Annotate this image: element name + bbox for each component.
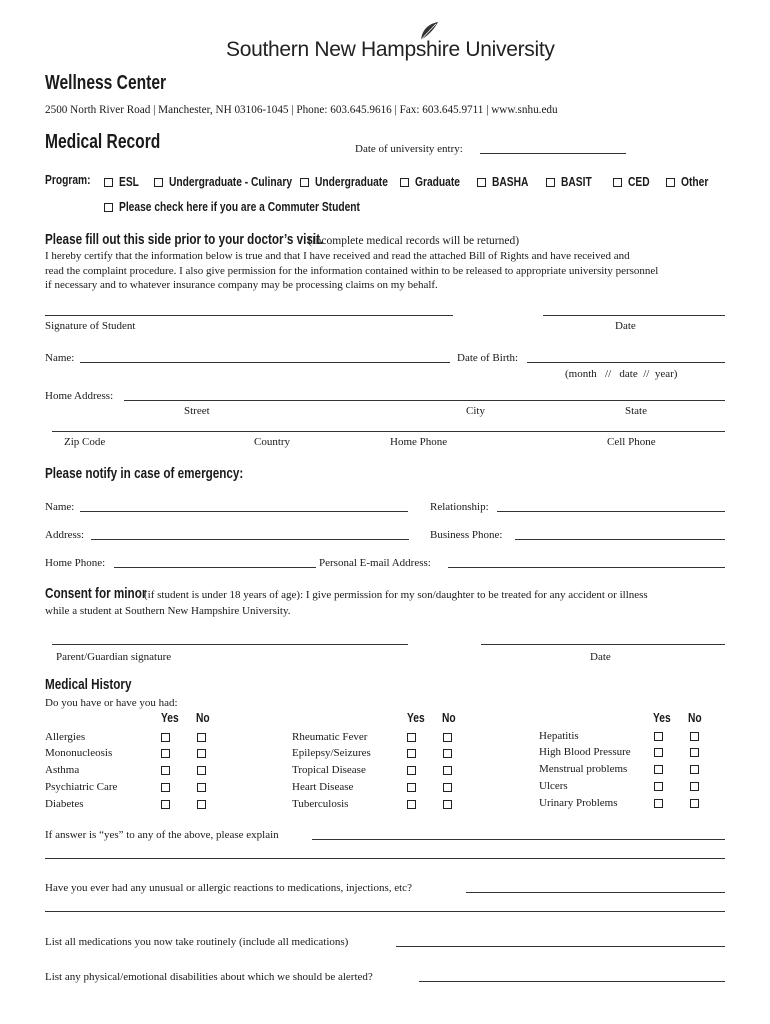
history-no-checkbox[interactable] <box>690 748 699 757</box>
certification-text: I hereby certify that the information below is true and that I have received and read the attached Bill of Rights and have received and read the complaint procedure. I also give permission for the information contained within to be released to appropriate university personnel if necessary and to whatever insurance company may be processing claims on my behalf. <box>45 250 659 291</box>
student-signature-field[interactable] <box>45 315 453 316</box>
no-header-2: No <box>442 711 456 725</box>
emergency-name-field[interactable] <box>80 511 408 512</box>
checkbox[interactable] <box>666 178 675 187</box>
history-yes-checkbox[interactable] <box>161 766 170 775</box>
history-no-checkbox[interactable] <box>197 800 206 809</box>
consent-text: (if student is under 18 years of age): I give permission for my son/daughter to be treated for any accident or illness <box>144 589 648 601</box>
condition-tuberculosis: Tuberculosis <box>292 798 349 810</box>
no-header-3: No <box>688 711 702 725</box>
history-no-checkbox[interactable] <box>197 733 206 742</box>
program-option-graduate[interactable]: Graduate <box>400 173 470 191</box>
condition-menstrual-problems: Menstrual problems <box>539 763 628 775</box>
entry-date-label: Date of university entry: <box>355 143 463 155</box>
reactions-field-2[interactable] <box>45 911 725 912</box>
emergency-address-label: Address: <box>45 529 85 541</box>
history-yes-checkbox[interactable] <box>161 783 170 792</box>
business-phone-field[interactable] <box>515 539 725 540</box>
student-date-field[interactable] <box>543 315 725 316</box>
commuter-checkbox-row[interactable]: Please check here if you are a Commuter Student <box>104 198 413 216</box>
medical-record-title: Medical Record <box>45 131 161 153</box>
no-header-1: No <box>196 711 210 725</box>
email-label: Personal E-mail Address: <box>319 557 431 569</box>
history-no-checkbox[interactable] <box>197 783 206 792</box>
condition-heart-disease: Heart Disease <box>292 781 354 793</box>
history-yes-checkbox[interactable] <box>407 749 416 758</box>
program-option-basha[interactable]: BASHA <box>477 173 536 191</box>
email-field[interactable] <box>448 567 725 568</box>
history-no-checkbox[interactable] <box>443 766 452 775</box>
consent-text-2: while a student at Southern New Hampshire University. <box>45 605 291 617</box>
explain-field[interactable] <box>312 839 725 840</box>
zip-label: Zip Code <box>64 436 106 448</box>
name-label: Name: <box>45 352 75 364</box>
condition-urinary-problems: Urinary Problems <box>539 797 618 809</box>
emergency-name-label: Name: <box>45 501 75 513</box>
wellness-center-title: Wellness Center <box>45 72 167 94</box>
reactions-label: Have you ever had any unusual or allergic reactions to medications, injections, etc? <box>45 882 412 894</box>
history-yes-checkbox[interactable] <box>407 783 416 792</box>
checkbox[interactable] <box>104 178 113 187</box>
address-line: 2500 North River Road | Manchester, NH 03106-1045 | Phone: 603.645.9616 | Fax: 603.645.9711 | www.snhu.edu <box>45 104 558 116</box>
disabilities-label: List any physical/emotional disabilities about which we should be alerted? <box>45 971 373 983</box>
medical-history-heading: Medical History <box>45 676 132 693</box>
consent-row <box>45 585 648 603</box>
history-yes-checkbox[interactable] <box>654 799 663 808</box>
condition-rheumatic-fever: Rheumatic Fever <box>292 731 368 743</box>
history-no-checkbox[interactable] <box>690 732 699 741</box>
history-no-checkbox[interactable] <box>197 749 206 758</box>
history-yes-checkbox[interactable] <box>654 782 663 791</box>
checkbox[interactable] <box>400 178 409 187</box>
condition-mononucleosis: Mononucleosis <box>45 747 113 759</box>
history-yes-checkbox[interactable] <box>654 732 663 741</box>
instructions-heading-row <box>45 231 519 249</box>
date-label: Date <box>615 320 636 332</box>
history-question: Do you have or have you had: <box>45 697 178 709</box>
history-no-checkbox[interactable] <box>690 782 699 791</box>
home-address-field[interactable] <box>124 400 725 401</box>
condition-allergies: Allergies <box>45 731 86 743</box>
condition-diabetes: Diabetes <box>45 798 84 810</box>
guardian-date-label: Date <box>590 651 611 663</box>
home-phone-label: Home Phone <box>390 436 448 448</box>
explain-label: If answer is “yes” to any of the above, please explain <box>45 829 279 841</box>
history-yes-checkbox[interactable] <box>161 800 170 809</box>
reactions-field[interactable] <box>466 892 725 893</box>
address-line-2-field[interactable] <box>52 431 725 432</box>
logo <box>226 38 555 62</box>
relationship-label: Relationship: <box>430 501 489 513</box>
emergency-heading: Please notify in case of emergency: <box>45 465 244 482</box>
medications-field[interactable] <box>396 946 725 947</box>
history-no-checkbox[interactable] <box>443 749 452 758</box>
yes-header-2: Yes <box>407 711 425 725</box>
condition-asthma: Asthma <box>45 764 80 776</box>
history-no-checkbox[interactable] <box>443 733 452 742</box>
dob-label: Date of Birth: <box>457 352 519 364</box>
history-no-checkbox[interactable] <box>443 800 452 809</box>
condition-ulcers: Ulcers <box>539 780 568 792</box>
entry-date-field[interactable] <box>480 153 626 154</box>
history-yes-checkbox[interactable] <box>161 749 170 758</box>
history-no-checkbox[interactable] <box>690 765 699 774</box>
guardian-label: Parent/Guardian signature <box>56 651 172 663</box>
history-no-checkbox[interactable] <box>690 799 699 808</box>
program-option-ced[interactable]: CED <box>613 173 654 191</box>
instructions-note: (Incomplete medical records will be returned) <box>308 235 520 247</box>
dob-field[interactable] <box>527 362 725 363</box>
program-option-undergraduate[interactable]: Undergraduate <box>300 173 404 191</box>
program-option-culinary[interactable]: Undergraduate - Culinary <box>154 173 319 191</box>
business-phone-label: Business Phone: <box>430 529 503 541</box>
home-address-label: Home Address: <box>45 390 114 402</box>
history-yes-checkbox[interactable] <box>407 766 416 775</box>
checkbox[interactable] <box>477 178 486 187</box>
emergency-address-field[interactable] <box>91 539 409 540</box>
state-label: State <box>625 405 647 417</box>
history-yes-checkbox[interactable] <box>407 800 416 809</box>
checkbox[interactable] <box>613 178 622 187</box>
checkbox[interactable] <box>104 203 113 212</box>
checkbox[interactable] <box>300 178 309 187</box>
guardian-date-field[interactable] <box>481 644 725 645</box>
checkbox[interactable] <box>546 178 555 187</box>
street-label: Street <box>184 405 210 417</box>
yes-header-1: Yes <box>161 711 179 725</box>
consent-heading: Consent for minor <box>45 585 147 602</box>
medications-label: List all medications you now take routinely (include all medications) <box>45 936 349 948</box>
cell-phone-label: Cell Phone <box>607 436 656 448</box>
history-yes-checkbox[interactable] <box>407 733 416 742</box>
instructions-heading: Please fill out this side prior to your doctor’s visit. <box>45 231 324 248</box>
history-no-checkbox[interactable] <box>197 766 206 775</box>
checkbox[interactable] <box>154 178 163 187</box>
dob-format: (month // date // year) <box>565 368 678 380</box>
city-label: City <box>466 405 485 417</box>
emergency-home-phone-label: Home Phone: <box>45 557 106 569</box>
program-label: Program: <box>45 173 91 187</box>
country-label: Country <box>254 436 291 448</box>
program-option-basit[interactable]: BASIT <box>546 173 599 191</box>
condition-hepatitis: Hepatitis <box>539 730 579 742</box>
condition-tropical-disease: Tropical Disease <box>292 764 366 776</box>
name-field[interactable] <box>80 362 450 363</box>
university-name: Southern New Hampshire University <box>226 38 555 61</box>
guardian-signature-field[interactable] <box>52 644 408 645</box>
condition-epilepsy: Epilepsy/Seizures <box>292 747 371 759</box>
history-yes-checkbox[interactable] <box>161 733 170 742</box>
emergency-home-phone-field[interactable] <box>114 567 316 568</box>
relationship-field[interactable] <box>497 511 725 512</box>
history-no-checkbox[interactable] <box>443 783 452 792</box>
signature-label: Signature of Student <box>45 320 136 332</box>
yes-header-3: Yes <box>653 711 671 725</box>
explain-field-2[interactable] <box>45 858 725 859</box>
program-option-esl[interactable]: ESL <box>104 173 143 191</box>
condition-psychiatric-care: Psychiatric Care <box>45 781 118 793</box>
history-yes-checkbox[interactable] <box>654 765 663 774</box>
history-yes-checkbox[interactable] <box>654 748 663 757</box>
disabilities-field[interactable] <box>419 981 725 982</box>
condition-high-blood-pressure: High Blood Pressure <box>539 746 631 758</box>
program-option-other[interactable]: Other <box>666 173 714 191</box>
leaf-icon <box>418 20 440 42</box>
